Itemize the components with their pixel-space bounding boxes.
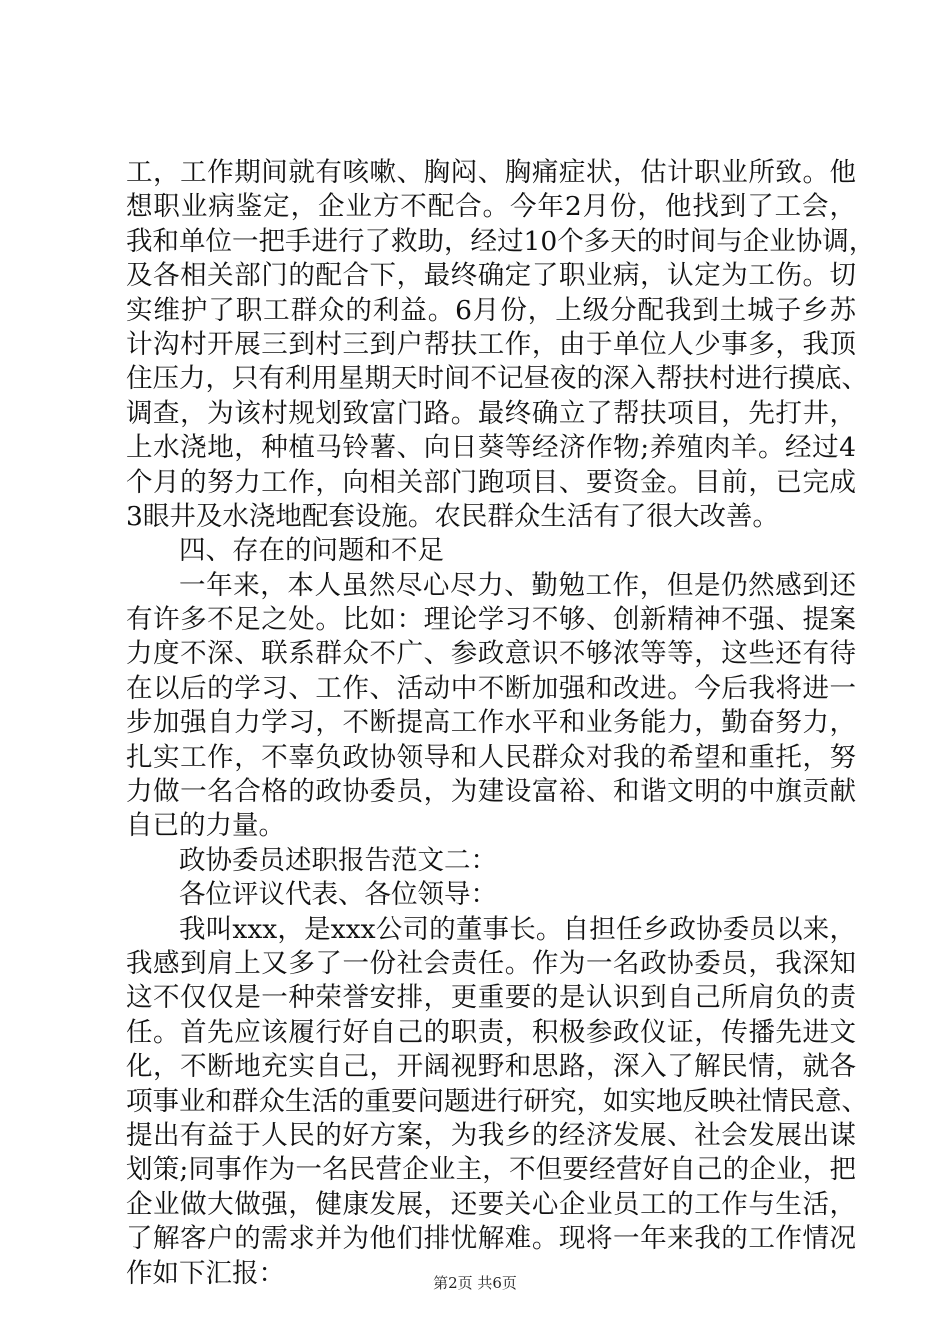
page-number-footer: 第2页 共6页 <box>433 1274 517 1292</box>
text-line: 一年来，本人虽然尽心尽力、勤勉工作，但是仍然感到还 <box>179 569 856 601</box>
text-line: 企业做大做强，健康发展，还要关心企业员工的工作与生活， <box>126 1188 856 1220</box>
section-heading: 政协委员述职报告范文二： <box>179 844 497 876</box>
text-line: 项事业和群众生活的重要问题进行研究，如实地反映社情民意、 <box>126 1085 868 1117</box>
text-line: 我叫xxx，是xxx公司的董事长。自担任乡政协委员以来， <box>179 913 856 945</box>
text-line: 提出有益于人民的好方案，为我乡的经济发展、社会发展出谋 <box>126 1119 856 1151</box>
text-line: 划策;同事作为一名民营企业主，不但要经营好自己的企业，把 <box>126 1154 856 1186</box>
text-line: 扎实工作，不辜负政协领导和人民群众对我的希望和重托，努 <box>126 741 856 773</box>
text-line: 化，不断地充实自己，开阔视野和思路，深入了解民情，就各 <box>126 1051 856 1083</box>
text-line: 作如下汇报： <box>126 1257 285 1289</box>
text-line: 调查，为该村规划致富门路。最终确立了帮扶项目，先打井， <box>126 397 856 429</box>
text-line: 自已的力量。 <box>126 810 285 842</box>
text-line: 计沟村开展三到村三到户帮扶工作，由于单位人少事多，我顶 <box>126 328 856 360</box>
salutation: 各位评议代表、各位领导： <box>179 879 497 911</box>
text-line: 这不仅仅是一种荣誉安排，更重要的是认识到自己所肩负的责 <box>126 982 856 1014</box>
text-line: 实维护了职工群众的利益。6月份，上级分配我到土城子乡苏 <box>126 294 856 326</box>
text-line: 我感到肩上又多了一份社会责任。作为一名政协委员，我深知 <box>126 947 856 979</box>
text-line: 了解客户的需求并为他们排忧解难。现将一年来我的工作情况 <box>126 1223 856 1255</box>
text-line: 想职业病鉴定，企业方不配合。今年2月份，他找到了工会， <box>126 191 856 223</box>
text-line: 在以后的学习、工作、活动中不断加强和改进。今后我将进一 <box>126 672 856 704</box>
text-line: 上水浇地，种植马铃薯、向日葵等经济作物;养殖肉羊。经过4 <box>126 432 856 464</box>
section-heading: 四、存在的问题和不足 <box>179 535 444 567</box>
document-body <box>126 156 876 1291</box>
text-line: 3眼井及水浇地配套设施。农民群众生活有了很大改善。 <box>126 500 779 532</box>
text-line: 步加强自力学习，不断提高工作水平和业务能力，勤奋努力， <box>126 707 856 739</box>
text-line: 工，工作期间就有咳嗽、胸闷、胸痛症状，估计职业所致。他 <box>126 157 856 188</box>
text-line: 力度不深、联系群众不广、参政意识不够浓等等，这些还有待 <box>126 638 856 670</box>
text-line: 住压力，只有利用星期天时间不记昼夜的深入帮扶村进行摸底、 <box>126 363 868 395</box>
text-line: 任。首先应该履行好自己的职责，积极参政仪证，传播先进文 <box>126 1016 856 1048</box>
text-line: 我和单位一把手进行了救助，经过10个多天的时间与企业协调， <box>126 225 876 257</box>
text-line: 有许多不足之处。比如：理论学习不够、创新精神不强、提案 <box>126 604 856 636</box>
text-line: 个月的努力工作，向相关部门跑项目、要资金。目前，已完成 <box>126 466 856 498</box>
text-line: 力做一名合格的政协委员，为建设富裕、和谐文明的中旗贡献 <box>126 776 856 808</box>
text-line: 及各相关部门的配合下，最终确定了职业病，认定为工伤。切 <box>126 260 856 292</box>
